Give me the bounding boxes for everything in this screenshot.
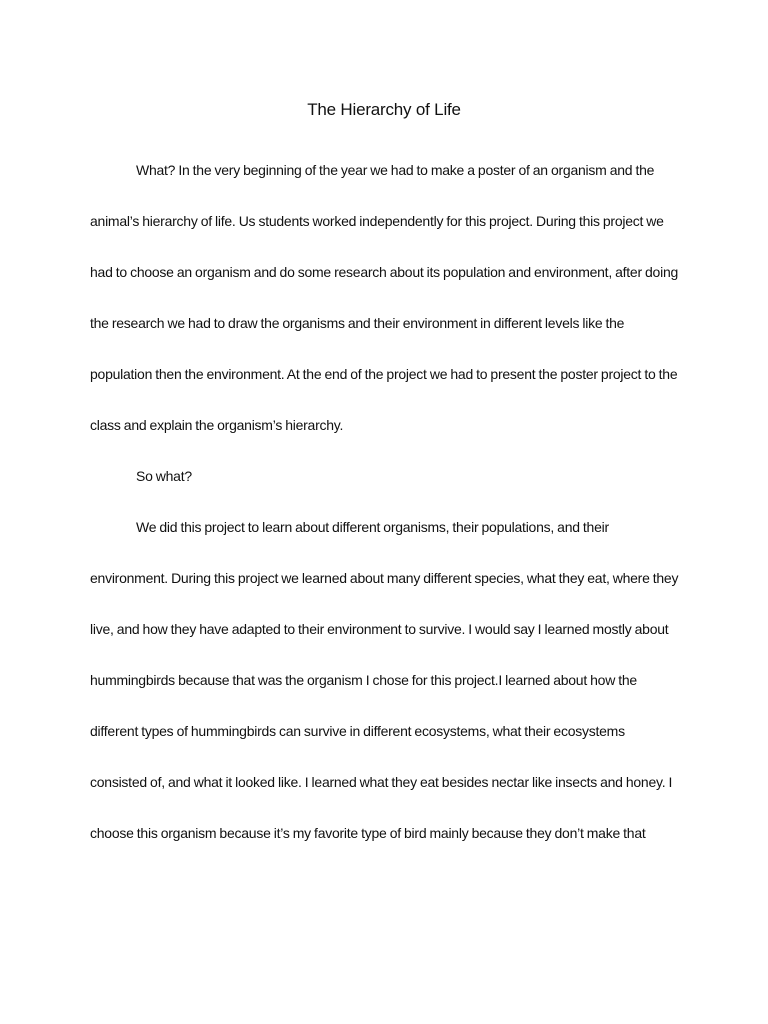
paragraph-line: had to choose an organism and do some research about its population and environment, after doing	[90, 264, 679, 280]
paragraph-line: choose this organism because it’s my favorite type of bird mainly because they don’t make that	[90, 825, 646, 841]
document-title: The Hierarchy of Life	[307, 100, 461, 119]
paragraph-line: population then the environment. At the end of the project we had to present the poster project to the	[90, 366, 678, 382]
paragraph-line: hummingbirds because that was the organism I chose for this project.I learned about how the	[90, 672, 637, 688]
paragraph-line: animal’s hierarchy of life. Us students worked independently for this project. During this project we	[90, 213, 664, 229]
paragraph-line: What? In the very beginning of the year we had to make a poster of an organism and the	[136, 162, 655, 178]
paragraph-line: class and explain the organism’s hierarchy.	[90, 417, 344, 433]
paragraph-line: live, and how they have adapted to their environment to survive. I would say I learned mostly about	[90, 621, 669, 637]
paragraph-line: different types of hummingbirds can survive in different ecosystems, what their ecosystems	[90, 723, 625, 739]
paragraph-line: consisted of, and what it looked like. I learned what they eat besides nectar like insects and honey. I	[90, 774, 673, 790]
section-heading-line: So what?	[136, 468, 192, 484]
paragraph-line: the research we had to draw the organisms and their environment in different levels like the	[90, 315, 625, 331]
paragraph-line: We did this project to learn about different organisms, their populations, and their	[136, 519, 609, 535]
paragraph-line: environment. During this project we learned about many different species, what they eat, where they	[90, 570, 679, 586]
